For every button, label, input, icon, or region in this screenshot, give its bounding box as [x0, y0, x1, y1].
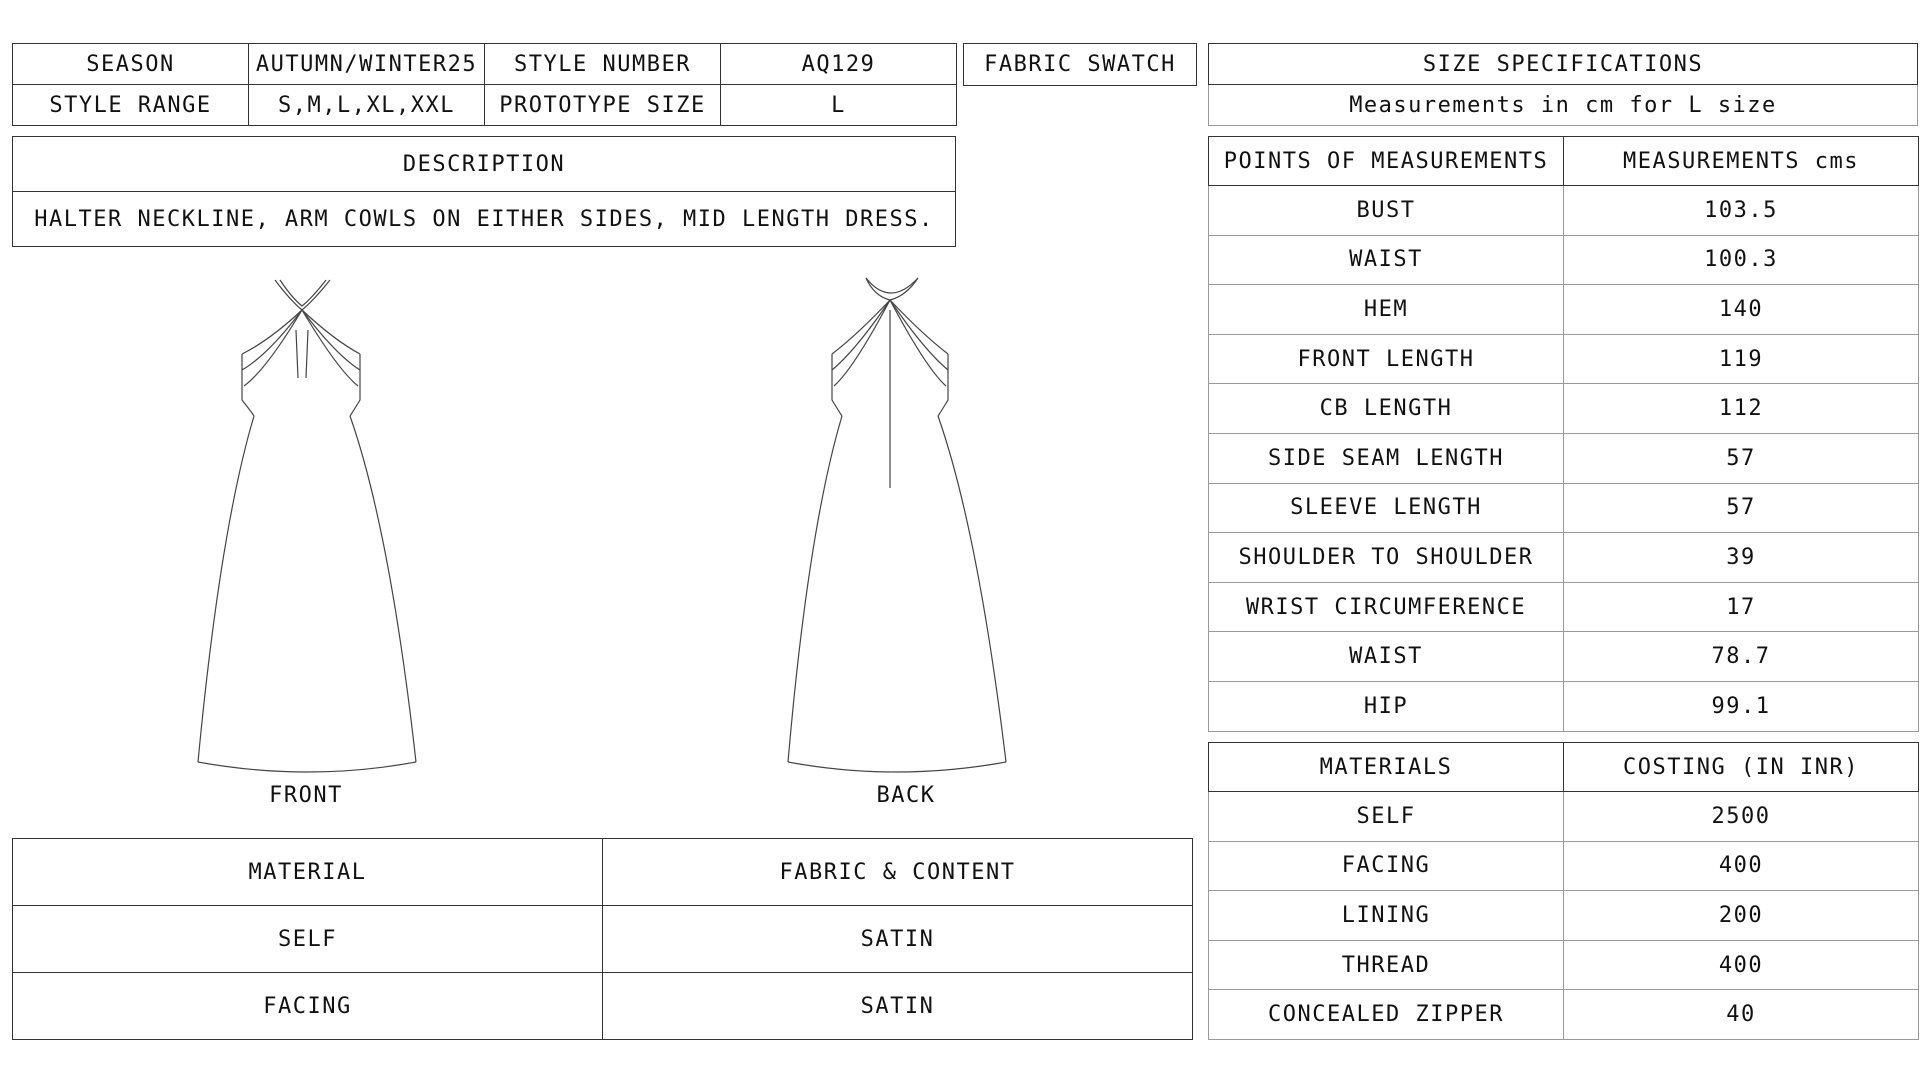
costing-material: THREAD — [1209, 940, 1564, 990]
material-cell: SELF — [13, 906, 603, 973]
measurement-value: 17 — [1564, 582, 1919, 632]
costing-value: 400 — [1564, 940, 1919, 990]
table-row — [1209, 285, 1919, 335]
fabric-cell: SATIN — [603, 973, 1193, 1040]
costing-value: 40 — [1564, 990, 1919, 1040]
points-of-measurement-header: POINTS OF MEASUREMENTS — [1209, 137, 1564, 186]
fabric-swatch-label: FABRIC SWATCH — [964, 44, 1197, 86]
table-row — [1209, 384, 1919, 434]
style-number-label: STYLE NUMBER — [485, 44, 721, 85]
measurement-point: CB LENGTH — [1209, 384, 1564, 434]
table-row — [13, 973, 1193, 1040]
style-number-value: AQ129 — [721, 44, 957, 85]
table-row — [1209, 841, 1919, 891]
table-row — [13, 906, 1193, 973]
style-header-table — [12, 43, 957, 126]
costing-material: LINING — [1209, 891, 1564, 941]
table-row — [1209, 483, 1919, 533]
materials-header: MATERIALS — [1209, 743, 1564, 792]
measurement-value: 57 — [1564, 483, 1919, 533]
table-row — [1209, 533, 1919, 583]
measurement-point: WAIST — [1209, 632, 1564, 682]
table-row — [1209, 681, 1919, 731]
measurement-point: SIDE SEAM LENGTH — [1209, 433, 1564, 483]
back-label: BACK — [876, 783, 936, 808]
front-label: FRONT — [269, 783, 343, 808]
costing-material: CONCEALED ZIPPER — [1209, 990, 1564, 1040]
table-row — [1209, 632, 1919, 682]
measurements-cms-header: MEASUREMENTS cms — [1564, 137, 1919, 186]
size-specifications-title: SIZE SPECIFICATIONS — [1209, 44, 1918, 85]
costing-header: COSTING (IN INR) — [1564, 743, 1919, 792]
material-cell: FACING — [13, 973, 603, 1040]
material-fabric-table — [12, 838, 1193, 1040]
costing-value: 400 — [1564, 841, 1919, 891]
measurement-value: 112 — [1564, 384, 1919, 434]
table-row — [1209, 990, 1919, 1040]
measurement-point: SLEEVE LENGTH — [1209, 483, 1564, 533]
costing-material: SELF — [1209, 792, 1564, 842]
costing-material: FACING — [1209, 841, 1564, 891]
description-table — [12, 136, 956, 247]
table-row — [1209, 792, 1919, 842]
measurement-point: WAIST — [1209, 235, 1564, 285]
fabric-cell: SATIN — [603, 906, 1193, 973]
measurement-point: FRONT LENGTH — [1209, 334, 1564, 384]
measurement-point: SHOULDER TO SHOULDER — [1209, 533, 1564, 583]
measurement-value: 100.3 — [1564, 235, 1919, 285]
measurement-value: 99.1 — [1564, 681, 1919, 731]
table-row — [1209, 891, 1919, 941]
measurement-value: 140 — [1564, 285, 1919, 335]
measurement-value: 78.7 — [1564, 632, 1919, 682]
table-row — [1209, 235, 1919, 285]
style-range-label: STYLE RANGE — [13, 85, 249, 126]
measurement-value: 103.5 — [1564, 186, 1919, 236]
table-row — [1209, 582, 1919, 632]
measurements-table — [1208, 136, 1919, 732]
size-specifications-subtitle: Measurements in cm for L size — [1209, 85, 1918, 126]
prototype-size-value: L — [721, 85, 957, 126]
season-label: SEASON — [13, 44, 249, 85]
table-row — [1209, 186, 1919, 236]
back-dress-sketch — [778, 270, 1018, 780]
measurement-point: BUST — [1209, 186, 1564, 236]
description-title: DESCRIPTION — [13, 137, 956, 192]
style-range-value: S,M,L,XL,XXL — [249, 85, 485, 126]
measurement-value: 39 — [1564, 533, 1919, 583]
costing-value: 2500 — [1564, 792, 1919, 842]
measurement-point: HEM — [1209, 285, 1564, 335]
table-row — [1209, 940, 1919, 990]
costing-table — [1208, 742, 1919, 1040]
prototype-size-label: PROTOTYPE SIZE — [485, 85, 721, 126]
description-text: HALTER NECKLINE, ARM COWLS ON EITHER SIDES, MID LENGTH DRESS. — [13, 192, 956, 247]
measurement-point: WRIST CIRCUMFERENCE — [1209, 582, 1564, 632]
table-row — [1209, 433, 1919, 483]
measurement-point: HIP — [1209, 681, 1564, 731]
costing-value: 200 — [1564, 891, 1919, 941]
front-dress-sketch — [190, 270, 430, 780]
season-value: AUTUMN/WINTER25 — [249, 44, 485, 85]
size-specifications-header — [1208, 43, 1918, 126]
fabric-swatch-box — [963, 43, 1197, 86]
fabric-content-header: FABRIC & CONTENT — [603, 839, 1193, 906]
material-header: MATERIAL — [13, 839, 603, 906]
table-row — [1209, 334, 1919, 384]
measurement-value: 119 — [1564, 334, 1919, 384]
measurement-value: 57 — [1564, 433, 1919, 483]
